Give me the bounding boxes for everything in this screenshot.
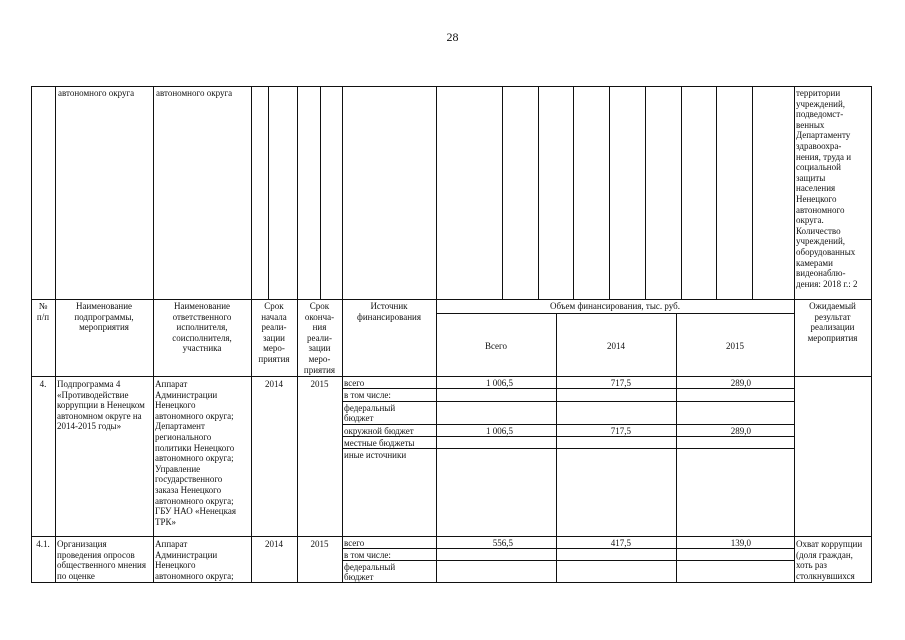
header-financing: Объем финансирования, тыс. руб. <box>550 301 680 311</box>
header-start-line: начала <box>261 311 287 322</box>
row4-start: 2014 <box>265 379 283 389</box>
row41-responsible-line: Администрации <box>155 549 218 560</box>
header-name-line: мероприятия <box>79 322 129 333</box>
row4-name-line: коррупции в Ненецком <box>57 400 145 411</box>
header-source-line: финансирования <box>357 311 421 322</box>
top-result-line: автономного <box>796 204 845 215</box>
row4-end: 2015 <box>310 379 329 389</box>
top-result-line: защиты <box>796 172 826 183</box>
header-start-line: приятия <box>258 353 290 364</box>
row4-responsible-line: государственного <box>155 474 223 485</box>
top-result-line: подведомст- <box>796 109 844 120</box>
row41-responsible <box>155 539 251 581</box>
top-result-line: Департаменту <box>796 130 851 141</box>
top-result-line: Ненецкого <box>796 193 837 204</box>
header-name-line: подпрограммы, <box>74 311 134 322</box>
header-result-line: мероприятия <box>807 332 858 343</box>
header-result-line: реализации <box>810 322 855 333</box>
header-end-line: реали- <box>307 332 332 343</box>
header-end-line: ния <box>312 322 327 333</box>
top-col2-text: автономного округа <box>58 88 135 98</box>
row41-result-line: столкнувшихся <box>796 570 855 581</box>
top-result-line: учреждений, <box>796 236 846 247</box>
top-result-line: нения, труда и <box>796 151 852 162</box>
row41-result-line: Охват коррупции <box>796 539 863 549</box>
header-num-line: п/п <box>36 311 50 322</box>
row4-name-line: Подпрограмма 4 <box>57 379 121 389</box>
row41-name-line: проведения опросов <box>57 549 135 560</box>
row41-num: 4.1. <box>36 539 50 549</box>
row4-2014-okrug: 717,5 <box>610 426 631 436</box>
header-source <box>342 301 436 322</box>
row41-source-including: в том числе: <box>344 550 391 560</box>
header-end-line: меро- <box>308 353 331 364</box>
row41-name-line: общественного мнения <box>57 560 146 571</box>
header-start-line: Срок <box>264 301 284 311</box>
top-result-line: камерами <box>796 257 833 268</box>
row41-start: 2014 <box>265 539 283 549</box>
row4-source-total: всего <box>344 378 365 388</box>
row4-responsible-line: автономного округа; <box>155 453 234 464</box>
row4-name-line: «Противодействие <box>57 389 129 400</box>
row41-2015-all: 139,0 <box>730 538 751 548</box>
row4-name-line: 2014-2015 годы» <box>57 421 122 432</box>
header-responsible-line: исполнителя, <box>176 322 228 333</box>
header-responsible-line: соисполнителя, <box>172 332 232 343</box>
header-start-line: зации <box>263 332 285 343</box>
header-source-line: Источник <box>370 301 408 311</box>
row4-responsible-line: Ненецкого <box>155 400 196 411</box>
row41-responsible-line: Аппарат <box>155 539 188 549</box>
header-end-line: Срок <box>309 301 330 311</box>
header-end-line: приятия <box>303 364 336 375</box>
row4-2015-all: 289,0 <box>730 378 751 388</box>
row4-responsible-line: политики Ненецкого <box>155 442 235 453</box>
header-responsible-line: участника <box>182 343 222 354</box>
top-result-line: округа. <box>796 215 824 226</box>
header-name-line: Наименование <box>75 301 133 311</box>
row4-total-okrug: 1 006,5 <box>486 426 513 436</box>
header-end <box>297 301 342 375</box>
row4-source-other: иные источники <box>344 450 407 460</box>
top-result-line: Количество <box>796 225 841 236</box>
header-start-line: реали- <box>261 322 287 333</box>
header-result-line: Ожидаемый <box>809 301 856 311</box>
row4-responsible-line: заказа Ненецкого <box>155 484 222 495</box>
row4-num: 4. <box>39 379 47 389</box>
row4-2014-all: 717,5 <box>610 378 631 388</box>
row4-responsible-line: автономного округа; <box>155 495 234 506</box>
top-result-line: венных <box>796 119 825 130</box>
top-result-line: оборудованных <box>796 246 856 257</box>
header-end-line: зации <box>308 343 331 354</box>
row4-responsible <box>155 379 251 527</box>
row4-responsible-line: ГБУ НАО «Ненецкая <box>155 506 236 517</box>
header-responsible <box>153 301 251 354</box>
row4-responsible-line: ТРК» <box>155 516 177 527</box>
row4-responsible-line: регионального <box>155 431 212 442</box>
top-result-line: здравоохра- <box>796 140 842 151</box>
top-result-line: социальной <box>796 162 841 173</box>
row4-source-okrug: окружной бюджет <box>344 426 414 436</box>
row41-name <box>57 539 153 581</box>
row41-end: 2015 <box>310 539 329 549</box>
row41-source-federal: федеральный <box>344 562 396 572</box>
header-2015: 2015 <box>726 341 744 351</box>
row41-responsible-line: Ненецкого <box>155 560 196 571</box>
top-result-line: дения: 2018 г.: 2 <box>796 278 858 289</box>
top-result-line: территории <box>796 88 841 98</box>
header-2014: 2014 <box>607 341 625 351</box>
row4-responsible-line: Администрации <box>155 389 218 400</box>
header-name <box>55 301 153 333</box>
top-col3-text: автономного округа <box>156 88 233 98</box>
row41-source-total: всего <box>344 538 365 548</box>
row4-name <box>57 379 153 432</box>
header-num <box>31 301 55 322</box>
row4-total-all: 1 006,5 <box>486 378 513 388</box>
top-result-line: учреждений, <box>796 98 846 109</box>
row41-2014-all: 417,5 <box>610 538 631 548</box>
header-start <box>251 301 297 365</box>
header-total: Всего <box>484 341 508 351</box>
row4-name-line: автономном округе на <box>57 410 142 421</box>
row4-responsible-line: Аппарат <box>155 379 188 389</box>
row4-responsible-line: Управление <box>155 463 201 474</box>
header-responsible-line: ответственного <box>172 311 232 322</box>
top-result-cell <box>796 88 870 289</box>
row4-source-federal-2: бюджет <box>344 413 374 423</box>
row4-source-including: в том числе: <box>344 390 391 400</box>
row4-2015-okrug: 289,0 <box>730 426 751 436</box>
row41-responsible-line: автономного округа; <box>155 570 234 581</box>
header-start-line: меро- <box>263 343 285 354</box>
top-result-line: видеонаблю- <box>796 268 846 279</box>
row41-result <box>796 539 871 581</box>
header-num-line: № <box>38 301 48 311</box>
row41-name-line: Организация <box>57 539 107 549</box>
row4-responsible-line: автономного округа; <box>155 410 234 421</box>
row41-result-line: (доля граждан, <box>796 549 853 560</box>
header-end-line: оконча- <box>304 311 335 322</box>
row4-source-federal: федеральный <box>344 403 396 413</box>
header-result-line: результат <box>814 311 851 322</box>
page-number: 28 <box>446 30 459 44</box>
row41-total-all: 556,5 <box>492 538 513 548</box>
row41-source-federal-2: бюджет <box>344 572 374 582</box>
top-result-line: населения <box>796 183 836 194</box>
row41-name-line: по оценке <box>57 570 95 581</box>
row4-source-local: местные бюджеты <box>344 438 415 448</box>
row41-result-line: хоть раз <box>796 560 827 571</box>
row4-responsible-line: Департамент <box>155 421 205 432</box>
header-responsible-line: Наименование <box>173 301 231 311</box>
header-result <box>794 301 871 343</box>
